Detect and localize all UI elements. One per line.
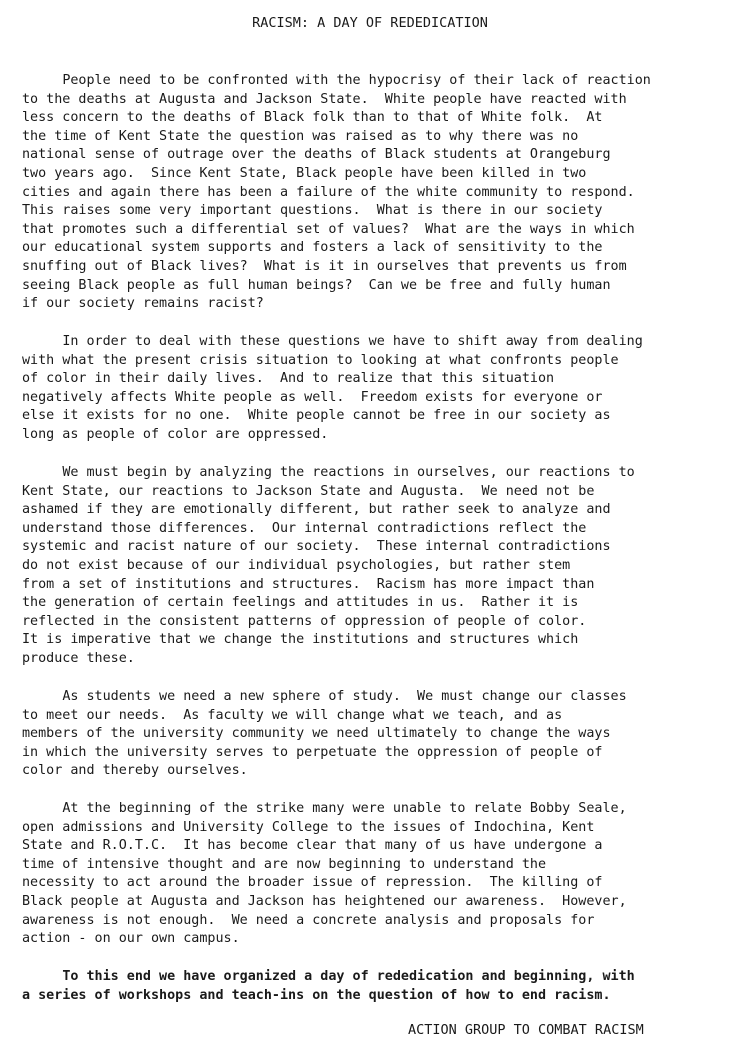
paragraph-1: People need to be confronted with the hypocrisy of their lack of reaction to the deaths at Augusta and Jackson State. White people have reacted with less concern to the deaths of Black folk than to that of White folk. At the time of Kent State the question was raised as to why there was no national sense of outrage over the deaths of Black students at Orangeburg two years ago. Since Kent State, Black people have been killed in two cities and again there has been a failure of the white community to respond. This raises some very important questions. What is there in our society that promotes such a differential set of values? What are the ways in which our educational system supports and fosters a lack of sensitivity to the snuffing out of Black lives? What is it in ourselves that prevents us from seeing Black people as full human beings? Can we be free and fully human if our society remains racist?	[22, 73, 651, 312]
paragraph-2: In order to deal with these questions we have to shift away from dealing with what the present crisis situation to looking at what confronts people of color in their daily lives. And to realize that this situation negatively affects White people as well. Freedom exists for everyone or else it exists for no one. White people cannot be free in our society as long as people of color are oppressed.	[22, 334, 643, 442]
signature: ACTION GROUP TO COMBAT RACISM	[408, 1022, 644, 1038]
paragraph-6-closing: To this end we have organized a day of rededication and beginning, with a series of workshops and teach-ins on the question of how to end racism.	[22, 969, 635, 1003]
paragraph-3: We must begin by analyzing the reactions in ourselves, our reactions to Kent State, our reactions to Jackson State and Augusta. We need not be ashamed if they are emotionally different, but rather seek to analyze and understand those differences. Our internal contradictions reflect the systemic and racist nature of our society. These internal contradictions do not exist because of our individual psychologies, but rather stem from a set of institutions and structures. Racism has more impact than the generation of certain feelings and attitudes in us. Rather it is reflected in the consistent patterns of oppression of people of color. It is imperative that we change the institutions and structures which produce these.	[22, 465, 635, 666]
document-title: RACISM: A DAY OF REDEDICATION	[252, 15, 488, 31]
paragraph-4: As students we need a new sphere of study. We must change our classes to meet our needs. As faculty we will change what we teach, and as members of the university community we need ultimately to change the ways in which the university serves to perpetuate the oppression of people of color and thereby ourselves.	[22, 689, 627, 779]
paragraph-5: At the beginning of the strike many were unable to relate Bobby Seale, open admissions and University College to the issues of Indochina, Kent State and R.O.T.C. It has become clear that many of us have undergone a time of intensive thought and are now beginning to understand the necessity to act around the broader issue of repression. The killing of Black people at Augusta and Jackson has heightened our awareness. However, awareness is not enough. We need a concrete analysis and proposals for action - on our own campus.	[22, 801, 627, 947]
